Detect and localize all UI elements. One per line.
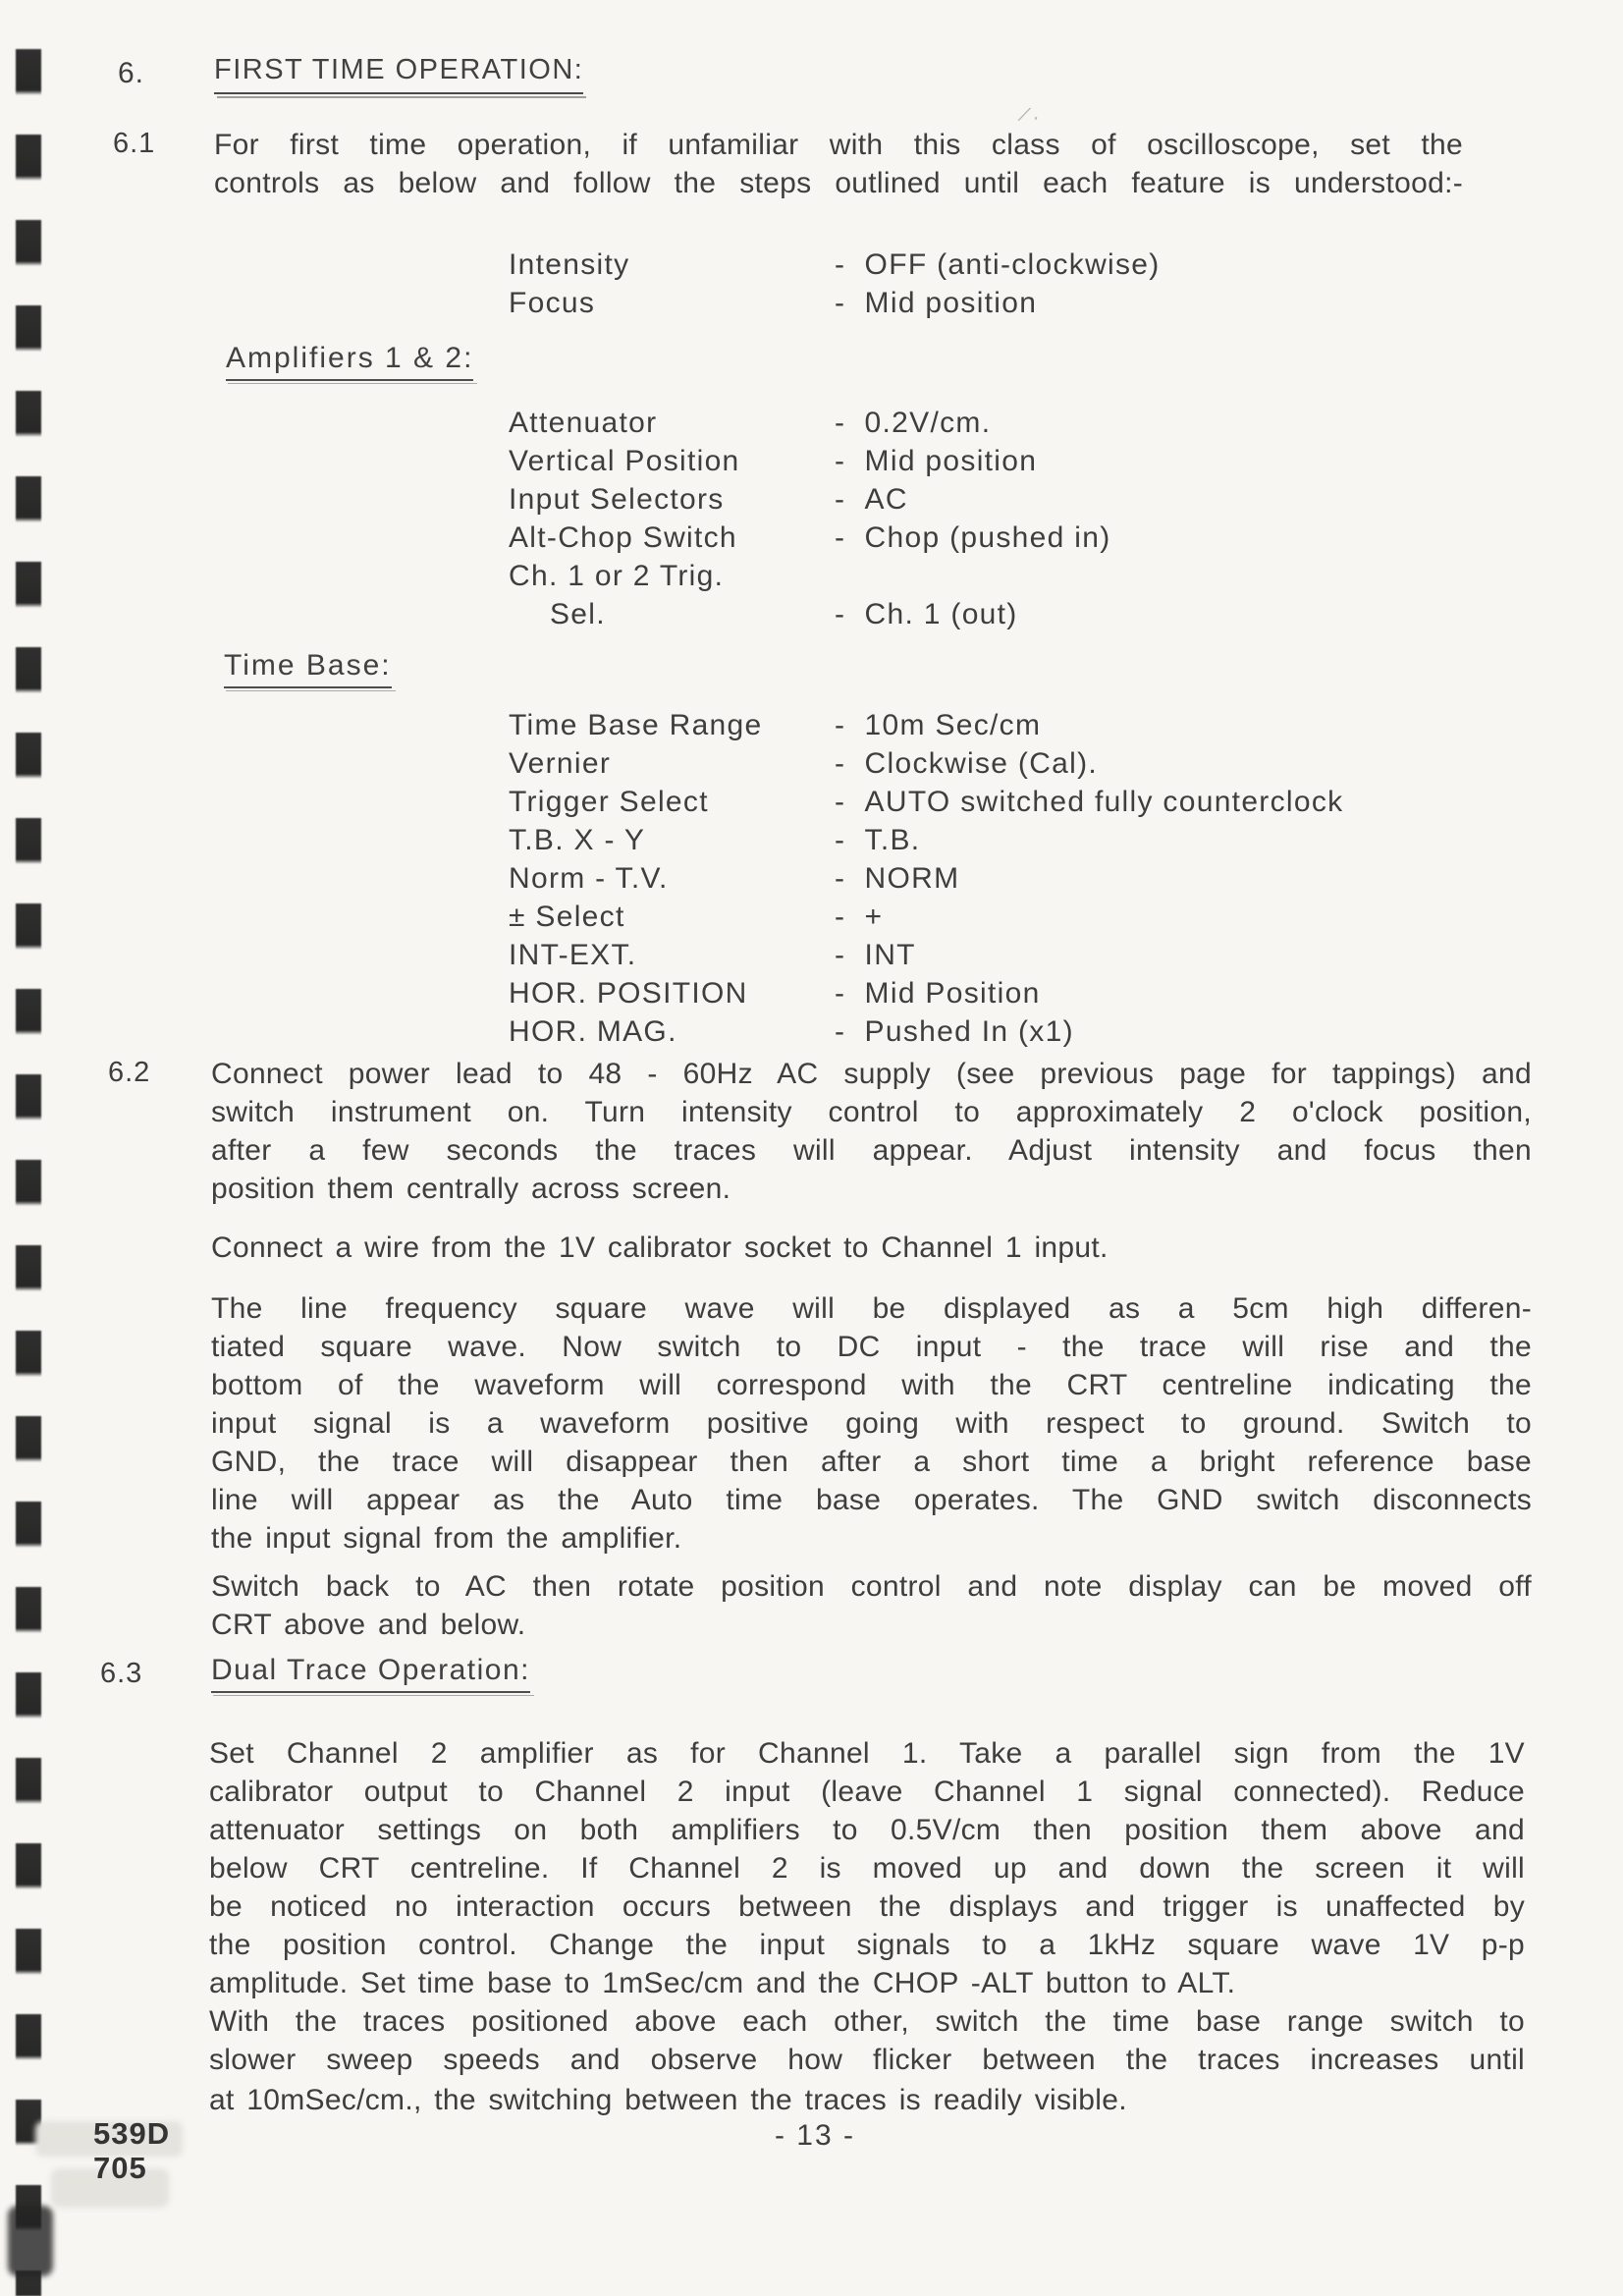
- subsection-number-6-3: 6.3: [100, 1658, 143, 1689]
- subheading-timebase: Time Base:: [224, 649, 392, 688]
- setting-label: Time Base Range: [509, 709, 763, 741]
- paragraph-6-3: [209, 1734, 1525, 2079]
- setting-label: Trigger Select: [509, 786, 709, 818]
- text-line: the input signal from the amplifier.: [211, 1522, 682, 1555]
- setting-label: Alt-Chop Switch: [509, 521, 737, 554]
- text-line: GND, the trace will disappear then after a short time a bright reference base: [211, 1446, 1532, 1478]
- subheading-amplifiers: Amplifiers 1 & 2:: [226, 342, 473, 381]
- setting-value: - NORM: [835, 862, 960, 895]
- setting-value: - OFF (anti-clockwise): [835, 248, 1161, 281]
- text-line: slower sweep speeds and observe how flicker between the traces increases until: [209, 2044, 1525, 2076]
- text-line: input signal is a waveform positive going with respect to ground. Switch to: [211, 1407, 1532, 1440]
- section-heading: FIRST TIME OPERATION:: [214, 54, 583, 94]
- text-line: Switch back to AC then rotate position control and note display can be moved off: [211, 1570, 1532, 1603]
- paragraph-6-2-d: [211, 1567, 1532, 1644]
- text-line: be noticed no interaction occurs between the displays and trigger is unaffected by: [209, 1890, 1525, 1923]
- binding-mark-smear: [8, 2206, 53, 2276]
- paragraph-6-2-c: [211, 1289, 1532, 1558]
- setting-value: - 10m Sec/cm: [835, 709, 1042, 741]
- setting-label: Norm - T.V.: [509, 862, 669, 895]
- setting-label: INT-EXT.: [509, 939, 637, 971]
- setting-label: Vertical Position: [509, 445, 740, 477]
- text-line: bottom of the waveform will correspond with the CRT centreline indicating the: [211, 1369, 1532, 1401]
- setting-value: - Chop (pushed in): [835, 521, 1111, 554]
- text-line: tiated square wave. Now switch to DC input - the trace will rise and the: [211, 1331, 1532, 1363]
- section-number: 6.: [118, 57, 145, 89]
- setting-value: - Clockwise (Cal).: [835, 747, 1099, 780]
- scan-artifact: ∕·: [1020, 101, 1049, 132]
- setting-label: Intensity: [509, 248, 630, 281]
- subheading-dual-trace: Dual Trace Operation:: [211, 1654, 530, 1693]
- doc-code-top: 539D: [93, 2116, 171, 2151]
- setting-value: - Ch. 1 (out): [835, 598, 1018, 630]
- subsection-number-6-1: 6.1: [113, 128, 156, 159]
- text-line: at 10mSec/cm., the switching between the traces is readily visible.: [209, 2084, 1127, 2116]
- paragraph-6-2-b: [211, 1229, 1532, 1267]
- setting-value: - AC: [835, 483, 908, 516]
- text-line: calibrator output to Channel 2 input (leave Channel 1 signal connected). Reduce: [209, 1776, 1525, 1808]
- text-line: For first time operation, if unfamiliar with this class of oscilloscope, set the: [214, 129, 1463, 161]
- setting-label: Focus: [509, 287, 596, 319]
- setting-value: - Mid position: [835, 445, 1038, 477]
- paragraph-6-3-last: [209, 2081, 1525, 2119]
- setting-value: - +: [835, 901, 884, 933]
- page-number: - 13 -: [774, 2119, 856, 2152]
- setting-label: ± Select: [509, 901, 625, 933]
- setting-value: - AUTO switched fully counterclock: [835, 786, 1344, 818]
- text-line: position them centrally across screen.: [211, 1173, 731, 1205]
- text-line: With the traces positioned above each other, switch the time base range switch to: [209, 2005, 1525, 2038]
- text-line: Set Channel 2 amplifier as for Channel 1. Take a parallel sign from the 1V: [209, 1737, 1525, 1770]
- text-line: switch instrument on. Turn intensity control to approximately 2 o'clock position,: [211, 1096, 1532, 1128]
- setting-value: - Mid Position: [835, 977, 1041, 1010]
- text-line: attenuator settings on both amplifiers to 0.5V/cm then position them above and: [209, 1814, 1525, 1846]
- setting-label: Vernier: [509, 747, 612, 780]
- text-line: below CRT centreline. If Channel 2 is moved up and down the screen it will: [209, 1852, 1525, 1885]
- setting-value: - 0.2V/cm.: [835, 407, 992, 439]
- text-line: Connect a wire from the 1V calibrator socket to Channel 1 input.: [211, 1231, 1109, 1264]
- setting-value: - Mid position: [835, 287, 1038, 319]
- setting-value: - T.B.: [835, 824, 921, 856]
- text-line: Connect power lead to 48 - 60Hz AC supply (see previous page for tappings) and: [211, 1058, 1532, 1090]
- doc-code-bottom: 705: [93, 2151, 147, 2185]
- text-line: after a few seconds the traces will appear. Adjust intensity and focus then: [211, 1134, 1532, 1167]
- text-line: line will appear as the Auto time base operates. The GND switch disconnects: [211, 1484, 1532, 1516]
- setting-label: Sel.: [550, 598, 606, 630]
- text-line: CRT above and below.: [211, 1609, 526, 1641]
- subsection-number-6-2: 6.2: [108, 1057, 151, 1088]
- text-line: amplitude. Set time base to 1mSec/cm and the CHOP -ALT button to ALT.: [209, 1967, 1236, 1999]
- setting-label: Attenuator: [509, 407, 658, 439]
- paragraph-6-2-a: [211, 1055, 1532, 1208]
- paragraph-6-1: [214, 126, 1463, 202]
- text-line: controls as below and follow the steps outlined until each feature is understood:-: [214, 167, 1463, 199]
- setting-label: Input Selectors: [509, 483, 725, 516]
- setting-label: HOR. MAG.: [509, 1015, 677, 1048]
- setting-value: - Pushed In (x1): [835, 1015, 1074, 1048]
- setting-label: Ch. 1 or 2 Trig.: [509, 560, 725, 592]
- setting-label: T.B. X - Y: [509, 824, 646, 856]
- setting-label: HOR. POSITION: [509, 977, 748, 1010]
- binding-marks: [16, 49, 41, 2296]
- text-line: the position control. Change the input signals to a 1kHz square wave 1V p-p: [209, 1929, 1525, 1961]
- text-line: The line frequency square wave will be displayed as a 5cm high differen-: [211, 1292, 1532, 1325]
- setting-value: - INT: [835, 939, 916, 971]
